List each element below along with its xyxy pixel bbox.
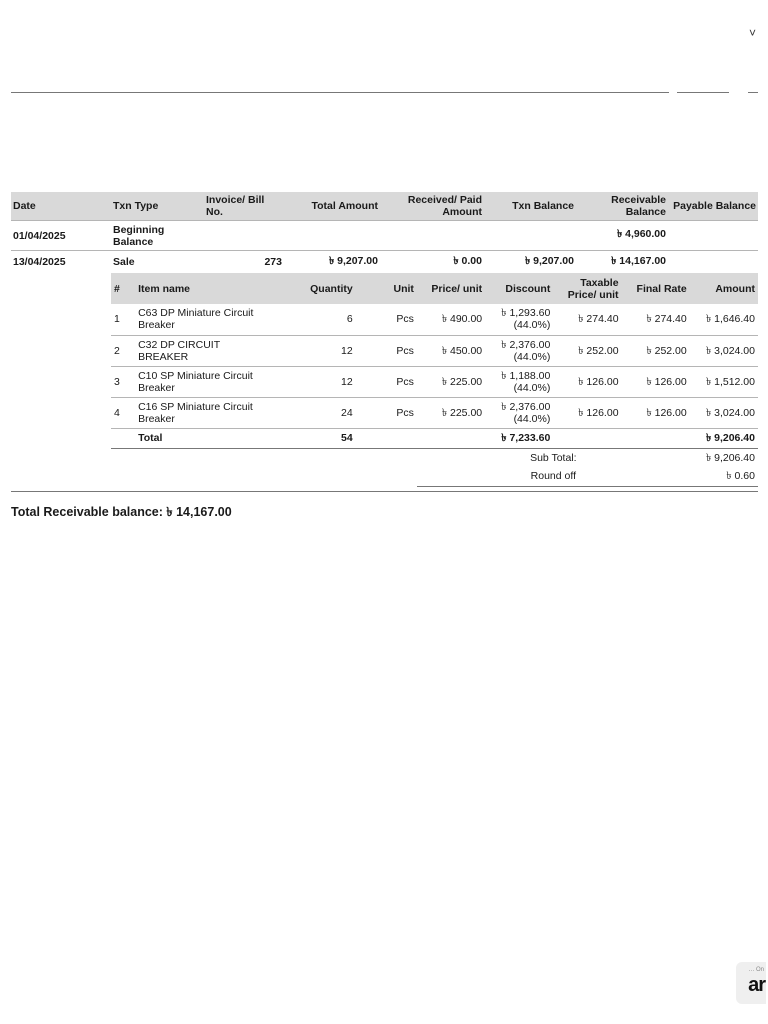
txn-type: Sale: [113, 256, 135, 268]
discount-amount: ৳ 1,188.00: [501, 369, 551, 382]
subtotal-label: Sub Total:: [530, 451, 577, 464]
discount-amount: ৳ 2,376.00: [501, 400, 551, 413]
column-header: Received/ Paid Amount: [380, 192, 484, 221]
total-amount: ৳ 9,207.00: [328, 254, 378, 267]
item-name: C10 SP Miniature Circuit Breaker: [135, 366, 259, 397]
item-final-rate: ৳ 274.40: [622, 304, 690, 335]
item-discount: [485, 304, 553, 335]
table-row: [11, 221, 758, 251]
column-header: Price/ unit: [417, 273, 485, 304]
item-amount: ৳ 3,024.00: [690, 335, 758, 366]
total-amount: ৳ 9,206.40: [690, 428, 758, 448]
receivable-balance: ৳ 14,167.00: [611, 254, 666, 267]
discount-percent: (44.0%): [513, 319, 551, 332]
roundoff-value: ৳ 0.60: [690, 467, 758, 486]
payable-balance: [668, 221, 758, 251]
txn-balance: [484, 221, 576, 251]
total-discount: ৳ 7,233.60: [485, 428, 553, 448]
discount-amount: ৳ 1,293.60: [501, 307, 551, 320]
item-price: ৳ 450.00: [417, 335, 485, 366]
item-quantity: 12: [259, 335, 355, 366]
item-discount: [485, 335, 553, 366]
column-header: Unit: [356, 273, 417, 304]
item-name: C16 SP Miniature Circuit Breaker: [135, 397, 259, 428]
column-header: Total Amount: [284, 192, 380, 221]
invoice-no: 273: [264, 256, 282, 268]
total-amount: [284, 221, 380, 251]
column-header: Quantity: [259, 273, 355, 304]
item-row: [111, 304, 758, 335]
item-discount: [485, 366, 553, 397]
item-number: 4: [111, 397, 135, 428]
item-final-rate: ৳ 126.00: [622, 397, 690, 428]
item-number: 2: [111, 335, 135, 366]
txn-balance: ৳ 9,207.00: [524, 254, 574, 267]
items-total-row: [111, 428, 758, 448]
item-unit: Pcs: [356, 335, 417, 366]
discount-percent: (44.0%): [513, 350, 551, 363]
discount-percent: (44.0%): [513, 381, 551, 394]
total-quantity: 54: [259, 428, 355, 448]
column-header: #: [111, 273, 135, 304]
column-header: Receivable Balance: [576, 192, 668, 221]
item-unit: Pcs: [356, 366, 417, 397]
txn-type: Beginning Balance: [111, 221, 204, 251]
items-container-row: [11, 273, 758, 487]
discount-amount: ৳ 2,376.00: [501, 338, 551, 351]
header-divider: [677, 92, 729, 93]
item-name: C32 DP CIRCUIT BREAKER: [135, 335, 259, 366]
total-receivable-balance: Total Receivable balance: ৳ 14,167.00: [11, 505, 232, 519]
item-quantity: 24: [259, 397, 355, 428]
item-amount: ৳ 3,024.00: [690, 397, 758, 428]
item-price: ৳ 225.00: [417, 397, 485, 428]
item-final-rate: ৳ 126.00: [622, 366, 690, 397]
item-taxable-price: ৳ 252.00: [553, 335, 621, 366]
item-taxable-price: ৳ 126.00: [553, 366, 621, 397]
item-amount: ৳ 1,646.40: [690, 304, 758, 335]
column-header: Date: [11, 192, 111, 221]
column-header: Txn Balance: [484, 192, 576, 221]
item-taxable-price: ৳ 126.00: [553, 397, 621, 428]
invoice-no: [204, 221, 284, 251]
column-header: Txn Type: [111, 192, 204, 221]
item-row: [111, 366, 758, 397]
received-amount: ৳ 0.00: [453, 254, 482, 267]
roundoff-row: [111, 467, 758, 486]
column-header: Invoice/ Bill No.: [204, 192, 284, 221]
item-amount: ৳ 1,512.00: [690, 366, 758, 397]
subtotal-value: ৳ 9,206.40: [705, 451, 755, 464]
items-header-row: [111, 273, 758, 304]
receivable-balance: ৳ 4,960.00: [576, 221, 668, 251]
discount-percent: (44.0%): [513, 412, 551, 425]
chevron-down-icon[interactable]: ˅: [749, 26, 757, 40]
item-number: 1: [111, 304, 135, 335]
statement-table: [11, 192, 758, 492]
item-discount: [485, 397, 553, 428]
txn-date: 13/04/2025: [13, 256, 66, 268]
column-header: Final Rate: [622, 273, 690, 304]
item-row: [111, 397, 758, 428]
logo-text: ar: [748, 974, 765, 996]
item-price: ৳ 225.00: [417, 366, 485, 397]
column-header: Amount: [690, 273, 758, 304]
item-final-rate: ৳ 252.00: [622, 335, 690, 366]
column-header: Item name: [135, 273, 259, 304]
subtotal-row: [111, 448, 758, 467]
table-end-rule: [11, 487, 758, 492]
item-taxable-price: ৳ 274.40: [553, 304, 621, 335]
item-unit: Pcs: [356, 304, 417, 335]
header-divider: [748, 92, 758, 93]
item-row: [111, 335, 758, 366]
received-amount: [380, 221, 484, 251]
items-table: [111, 273, 758, 487]
item-name: C63 DP Miniature Circuit Breaker: [135, 304, 259, 335]
payable-balance: [668, 251, 758, 274]
column-header: Taxable Price/ unit: [553, 273, 621, 304]
item-quantity: 12: [259, 366, 355, 397]
column-header: Discount: [485, 273, 553, 304]
roundoff-label: Round off: [485, 467, 621, 486]
item-number: 3: [111, 366, 135, 397]
table-row: [11, 251, 758, 274]
item-unit: Pcs: [356, 397, 417, 428]
logo-caption: … On: [748, 967, 764, 973]
statement-header-row: [11, 192, 758, 221]
item-quantity: 6: [259, 304, 355, 335]
total-label: Total: [135, 428, 259, 448]
txn-date: 01/04/2025: [11, 221, 111, 251]
header-divider: [11, 92, 669, 93]
item-price: ৳ 490.00: [417, 304, 485, 335]
column-header: Payable Balance: [668, 192, 758, 221]
